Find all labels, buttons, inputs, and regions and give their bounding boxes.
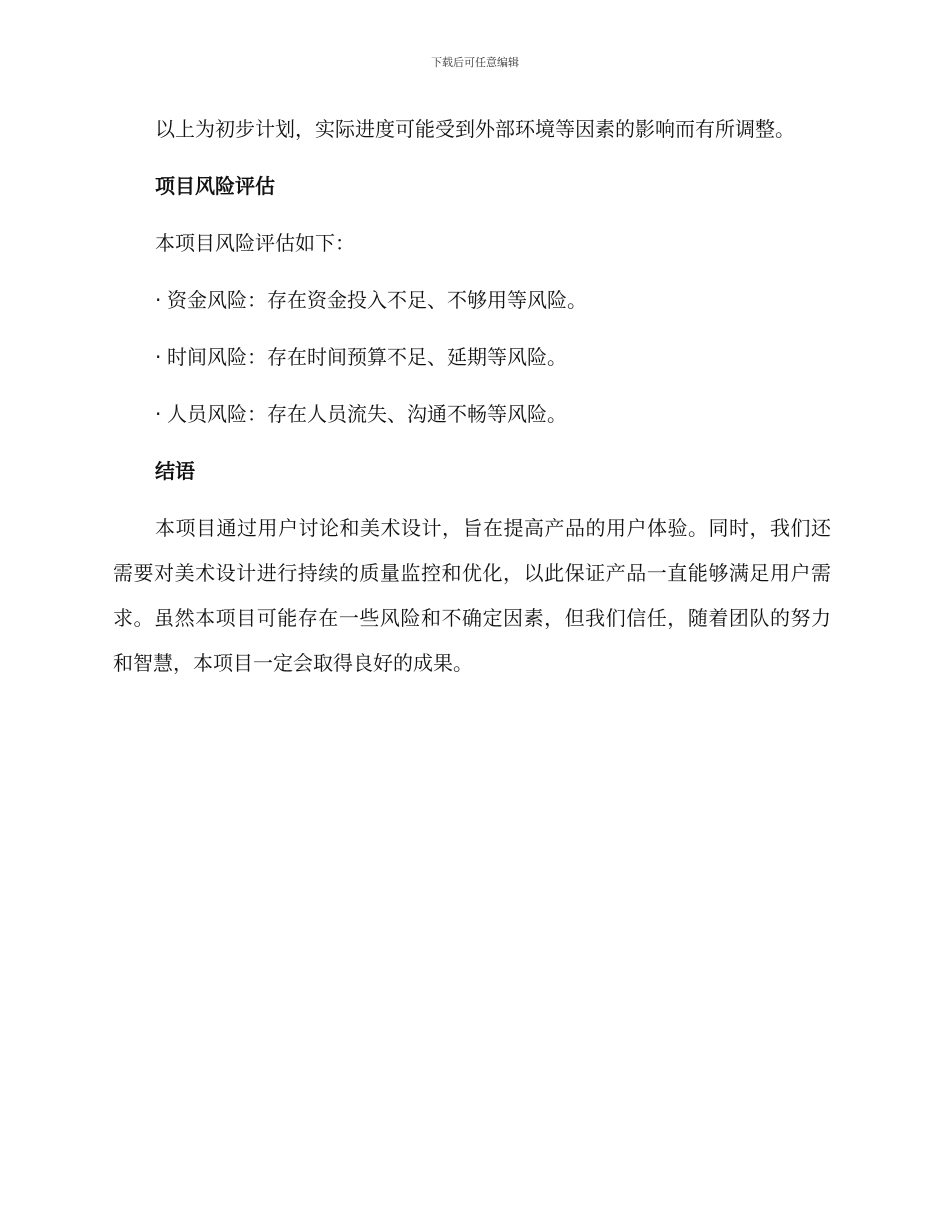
bullet-icon: · xyxy=(155,402,162,426)
document-body xyxy=(113,107,831,698)
risk-section-lead: 本项目风险评估如下： xyxy=(155,231,355,255)
bullet-icon: · xyxy=(155,345,162,369)
list-item xyxy=(113,392,831,437)
risk-section-heading: 项目风险评估 xyxy=(155,174,275,198)
list-item-text: 时间风险：存在时间预算不足、延期等风险。 xyxy=(167,345,567,369)
list-item-text: 资金风险：存在资金投入不足、不够用等风险。 xyxy=(167,288,587,312)
conclusion-paragraph: 本项目通过用户讨论和美术设计，旨在提高产品的用户体验。同时，我们还需要对美术设计进行持续的质量监控和优化，以此保证产品一直能够满足用户需求。虽然本项目可能存在一些风险和不确定因素，但我们信任，随着团队的努力和智慧，本项目一定会取得良好的成果。 xyxy=(113,516,831,675)
list-item xyxy=(113,278,831,323)
intro-paragraph: 以上为初步计划，实际进度可能受到外部环境等因素的影响而有所调整。 xyxy=(155,117,795,141)
page-header: 下载后可任意编辑 xyxy=(431,56,519,69)
conclusion-heading: 结语 xyxy=(155,459,195,483)
list-item xyxy=(113,335,831,380)
list-item-text: 人员风险：存在人员流失、沟通不畅等风险。 xyxy=(167,402,567,426)
bullet-icon: · xyxy=(155,288,162,312)
